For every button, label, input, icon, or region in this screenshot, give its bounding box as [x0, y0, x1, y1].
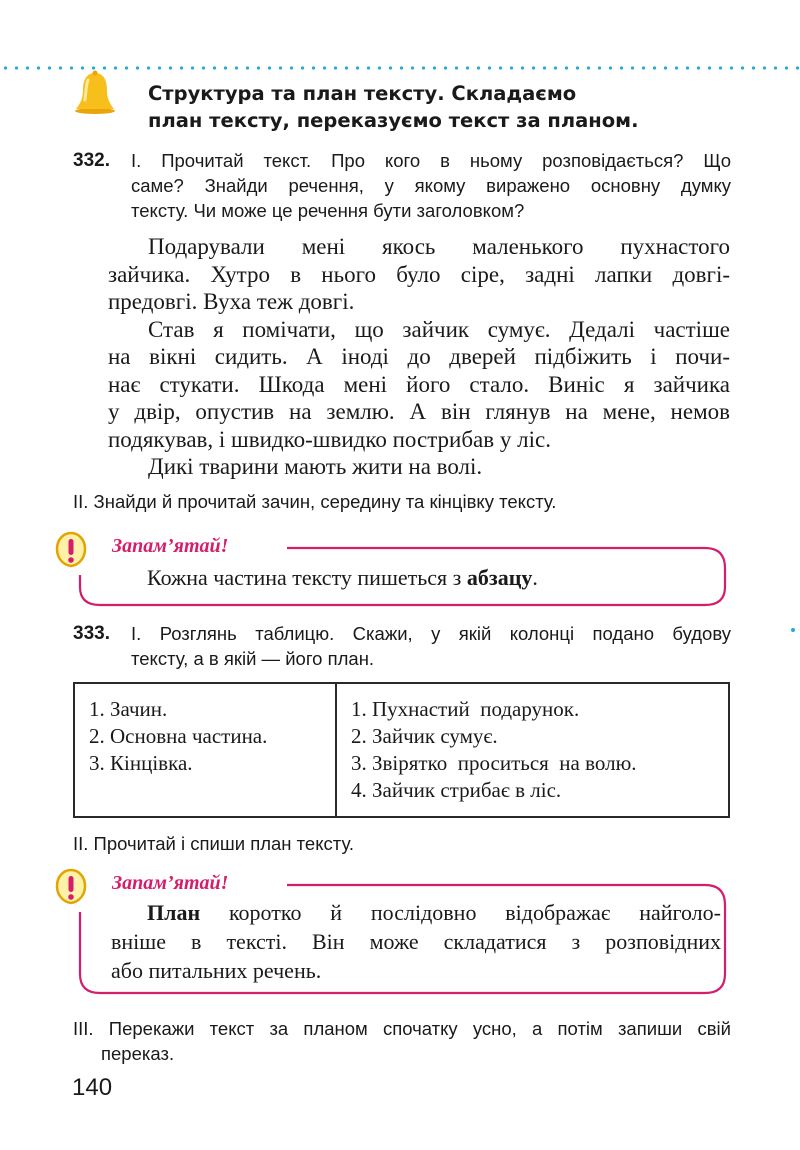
memo-line — [111, 898, 721, 927]
structure-item: 3. Кінцівка. — [89, 751, 193, 775]
memo-text — [147, 563, 707, 592]
task-3 — [73, 1016, 731, 1066]
memo-box-2 — [55, 862, 735, 997]
structure-column — [74, 683, 336, 817]
task-line: II. Знайди й прочитай зачин, середину та кінцівку тексту. — [73, 491, 557, 512]
plan-item: 1. Пухнастий подарунок. — [351, 697, 580, 721]
story-line: Дикі тварини мають жити на волі. — [148, 454, 483, 479]
plan-item: 2. Зайчик сумує. — [351, 724, 498, 748]
plan-item: 4. Зайчик стрибає в ліс. — [351, 778, 562, 802]
exercise-333-task-2 — [73, 831, 354, 856]
bell-icon — [72, 70, 118, 116]
task-line: тексту. Чи може це речення бути заголовком? — [131, 200, 525, 221]
story-text — [108, 233, 730, 481]
task-line: переказ. — [101, 1043, 175, 1064]
memo-title: Запам’ятай! — [112, 872, 229, 894]
memo-text — [111, 898, 721, 985]
heading-line-1: Структура та план тексту. Складаємо — [148, 82, 577, 105]
story-line: подякував, і швидко-швидко пострибав у ліс. — [108, 426, 551, 452]
dotted-divider — [0, 66, 800, 70]
memo-text-part: коротко й послідовно відображає найголо- — [200, 900, 721, 925]
exercise-332-task-1 — [131, 148, 731, 223]
memo-text-part: . — [532, 565, 538, 590]
structure-plan-table — [73, 682, 730, 818]
heading-line-2: план тексту, переказуємо текст за планом. — [148, 109, 639, 132]
plan-item: 3. Звірятко проситься на волю. — [351, 751, 637, 775]
memo-keyword: План — [147, 900, 201, 925]
section-heading — [148, 80, 708, 134]
task-line: III. Перекажи текст за планом спочатку усно, а потім запиши свій — [73, 1018, 731, 1039]
exercise-number: 333. — [73, 623, 110, 644]
memo-line: вніше в тексті. Він може складатися з розповідних — [111, 929, 721, 954]
memo-text-part: Кожна частина тексту пишеться з — [147, 565, 467, 590]
margin-dot — [791, 628, 795, 632]
task-line: саме? Знайди речення, у якому виражено основну думку — [131, 175, 731, 196]
task-line: II. Прочитай і спиши план тексту. — [73, 833, 354, 854]
structure-item: 2. Основна частина. — [89, 724, 268, 748]
story-line: у двір, опустив на землю. А він глянув на мене, немов — [108, 399, 730, 424]
task-line: I. Розглянь таблицю. Скажи, у якій колонці подано будову — [131, 623, 731, 644]
exclamation-icon — [55, 868, 87, 906]
memo-box-1 — [55, 525, 735, 610]
structure-item: 1. Зачин. — [89, 697, 168, 721]
task-line: I. Прочитай текст. Про кого в ньому розповідається? Що — [131, 150, 731, 171]
exercise-333-task-1 — [131, 621, 731, 671]
exercise-number: 332. — [73, 150, 110, 171]
story-line: Став я помічати, що зайчик сумує. Дедалі частіше — [148, 316, 730, 342]
story-line: зайчика. Хутро в нього було сіре, задні лапки довгі- — [108, 261, 730, 287]
story-line: предовгі. Вуха теж довгі. — [108, 289, 355, 314]
exercise-332-task-2 — [73, 489, 556, 514]
memo-keyword: абзацу — [466, 565, 533, 590]
story-line: на вікні сидить. А іноді до дверей підбіжить і почи- — [108, 344, 730, 369]
story-line: нає стукати. Шкода мені його стало. Виніс я зайчика — [108, 371, 730, 397]
page-number: 140 — [72, 1074, 113, 1101]
memo-title: Запам’ятай! — [112, 535, 229, 557]
exclamation-icon — [55, 531, 87, 569]
plan-column — [336, 683, 729, 817]
task-line: тексту, а в якій — його план. — [131, 648, 375, 669]
memo-line: або питальних речень. — [111, 958, 322, 983]
story-line: Подарували мені якось маленького пухнастого — [148, 234, 730, 259]
